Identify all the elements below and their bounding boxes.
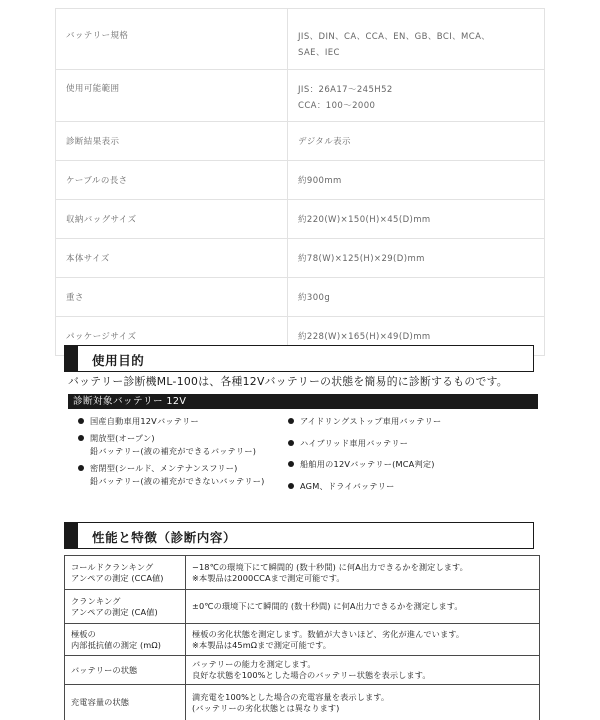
feature-label [65, 556, 186, 590]
feature-label [65, 590, 186, 624]
feature-label-line: アンペアの測定 (CA値) [71, 606, 158, 617]
feature-description [186, 624, 540, 656]
feature-desc-line: −18℃の環境下にて瞬間的 (数十秒間) に何A出力できるかを測定します。 [192, 561, 468, 572]
feature-label-line: バッテリーの状態 [71, 664, 138, 675]
table-row [65, 685, 540, 720]
list-item-text: ハイブリッド車用バッテリー [300, 437, 409, 448]
feature-description [186, 656, 540, 685]
list-item-text: 鉛バッテリー(液の補充ができるバッテリー) [90, 446, 257, 456]
list-item [78, 432, 265, 458]
feature-label-line: コールドクランキング [71, 561, 154, 572]
bullet-dot-icon [288, 440, 294, 446]
table-row [65, 624, 540, 656]
spec-value [288, 9, 545, 70]
spec-row-usable-range [56, 70, 545, 122]
list-item-text: AGM、ドライバッテリー [300, 480, 395, 491]
target-list-left [78, 415, 265, 492]
feature-desc-line: 良好な状態を100%とした場合のバッテリー状態を表示します。 [192, 670, 431, 680]
list-item [78, 462, 265, 488]
spec-value: 約300g [288, 278, 545, 317]
spec-label: 重さ [56, 278, 288, 317]
spec-value: 約220(W)×150(H)×45(D)mm [288, 200, 545, 239]
list-item-text: 開放型(オープン) [90, 433, 155, 443]
feature-label-line: 内部抵抗値の測定 (mΩ) [71, 639, 162, 650]
spec-value-line: JIS、DIN、CA、CCA、EN、GB、BCI、MCA、 [298, 32, 491, 42]
spec-label: ケーブルの長さ [56, 161, 288, 200]
features-title: 性能と特徴（診断内容） [92, 530, 237, 545]
feature-label-line: 極板の [71, 628, 96, 639]
spec-value-line: SAE、IEC [298, 48, 340, 58]
table-row [65, 656, 540, 685]
spec-row-bag-size [56, 200, 545, 239]
list-item [288, 415, 441, 428]
bullet-dot-icon [288, 461, 294, 467]
list-item [288, 458, 441, 471]
feature-desc-line: ※本製品は45mΩまで測定可能です。 [192, 639, 332, 650]
spec-value: デジタル表示 [288, 122, 545, 161]
purpose-section-header [64, 345, 534, 372]
feature-description [186, 590, 540, 624]
list-item-text: 鉛バッテリー(液の補充ができないバッテリー) [90, 476, 265, 486]
spec-label: 本体サイズ [56, 239, 288, 278]
spec-row-weight [56, 278, 545, 317]
spec-row-body-size [56, 239, 545, 278]
spec-label: 診断結果表示 [56, 122, 288, 161]
feature-desc-line: ±0℃の環境下にて瞬間的 (数十秒間) に何A出力できるかを測定します。 [192, 601, 463, 611]
purpose-title: 使用目的 [92, 353, 145, 368]
spec-value [288, 70, 545, 122]
target-battery-bar: 診断対象バッテリー 12V [68, 394, 538, 409]
bullet-dot-icon [288, 483, 294, 489]
bullet-dot-icon [288, 418, 294, 424]
features-section-header [64, 522, 534, 549]
purpose-description: バッテリー診断機ML-100は、各種12Vバッテリーの状態を簡易的に診断するものです。 [68, 375, 508, 388]
feature-label-line: アンペアの測定 (CCA値) [71, 572, 164, 583]
feature-label-line: クランキング [71, 595, 121, 606]
list-item [288, 480, 441, 493]
list-item [288, 437, 441, 450]
feature-description [186, 685, 540, 720]
spec-row-cable-length [56, 161, 545, 200]
spec-row-battery-standard [56, 9, 545, 70]
feature-label [65, 624, 186, 656]
spec-table [55, 8, 545, 356]
feature-description [186, 556, 540, 590]
spec-value-line: CCA：100～2000 [298, 101, 376, 111]
table-row [65, 590, 540, 624]
spec-label: 使用可能範囲 [56, 70, 288, 122]
features-table [64, 555, 540, 720]
spec-value: 約78(W)×125(H)×29(D)mm [288, 239, 545, 278]
spec-label: バッテリー規格 [56, 9, 288, 70]
feature-label [65, 656, 186, 685]
feature-desc-line: 極板の劣化状態を測定します。数値が大きいほど、劣化が進んでいます。 [192, 628, 465, 639]
list-item-text: 船舶用の12Vバッテリー(MCA判定) [300, 459, 435, 469]
list-item [78, 415, 265, 428]
feature-label [65, 685, 186, 720]
feature-desc-line: 満充電を100%とした場合の充電容量を表示します。 [192, 691, 390, 702]
spec-row-result-display [56, 122, 545, 161]
spec-value: 約900mm [288, 161, 545, 200]
bullet-dot-icon [78, 435, 84, 441]
bullet-dot-icon [78, 465, 84, 471]
feature-desc-line: (バッテリーの劣化状態とは異なります) [192, 702, 340, 713]
spec-label: パッケージサイズ [56, 317, 288, 356]
spec-value: 約228(W)×165(H)×49(D)mm [288, 317, 545, 356]
table-row [65, 556, 540, 590]
list-item-text: 国産自動車用12Vバッテリー [90, 416, 199, 426]
feature-desc-line: バッテリーの能力を測定します。 [192, 659, 316, 669]
spec-value-line: JIS：26A17～245H52 [298, 85, 393, 95]
spec-label: 収納バッグサイズ [56, 200, 288, 239]
feature-desc-line: ※本製品は2000CCAまで測定可能です。 [192, 572, 345, 583]
feature-label-line: 充電容量の状態 [71, 697, 130, 707]
bullet-dot-icon [78, 418, 84, 424]
target-list-right [288, 415, 441, 501]
list-item-text: 密閉型(シールド、メンテナンスフリー) [90, 463, 238, 473]
list-item-text: アイドリングストップ車用バッテリー [300, 416, 442, 426]
